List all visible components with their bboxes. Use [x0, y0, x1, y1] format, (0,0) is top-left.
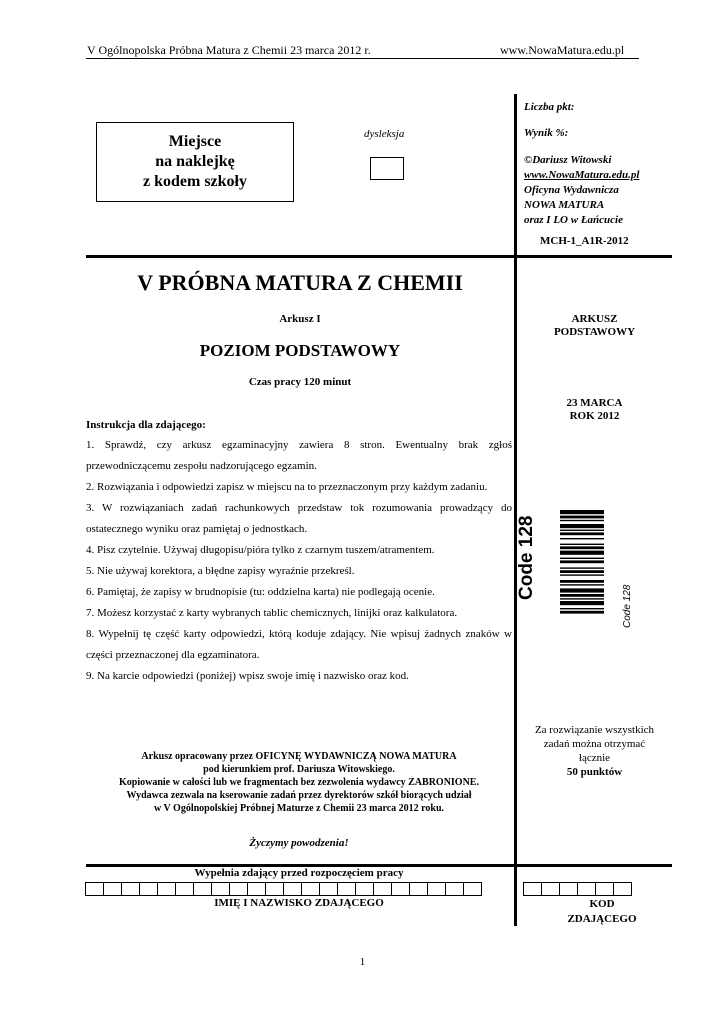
name-grid-cell[interactable] [391, 882, 410, 896]
name-grid-cell[interactable] [85, 882, 104, 896]
exam-date [517, 397, 672, 423]
barcode-bar [560, 520, 604, 521]
name-grid-cell[interactable] [229, 882, 248, 896]
barcode-bar [560, 567, 604, 568]
name-entry-grid[interactable] [86, 882, 482, 896]
notice-line-3: Kopiowanie w całości lub we fragmentach bez zezwolenia wydawcy ZABRONIONE. [119, 777, 479, 788]
right-column-divider [514, 94, 517, 926]
fill-instruction: Wypełnia zdający przed rozpoczęciem pracy [194, 867, 404, 879]
dyslexia-label: dysleksja [364, 128, 405, 140]
exam-date-line-2: ROK 2012 [569, 410, 620, 422]
student-code-line-2: ZDAJĄCEGO [567, 913, 637, 925]
code-grid-cell[interactable] [523, 882, 542, 896]
exam-date-line-1: 23 MARCA [566, 397, 623, 409]
header-exam-title: V Ogólnopolska Próbna Matura z Chemii 23 marca 2012 r. [87, 43, 371, 57]
instruction-item: 2. Rozwiązania i odpowiedzi zapisz w miejscu na to przeznaczonym przy każdym zadaniu. [86, 481, 488, 493]
barcode-bar [560, 570, 604, 573]
name-grid-cell[interactable] [337, 882, 356, 896]
page-title: V PRÓBNA MATURA Z CHEMII [137, 270, 463, 295]
good-luck-text: Życzymy powodzenia! [249, 837, 349, 849]
publisher-site-link[interactable]: www.NowaMatura.edu.pl [524, 169, 640, 181]
barcode-label-small: Code 128 [622, 584, 633, 628]
instructions [86, 415, 512, 687]
level-heading: POZIOM PODSTAWOWY [199, 341, 401, 360]
barcode-bar [560, 524, 604, 528]
barcode-bar [560, 601, 604, 605]
name-grid-cell[interactable] [121, 882, 140, 896]
points-line-3: łącznie [578, 752, 611, 764]
publisher-line-3: oraz I LO w Łańcucie [524, 214, 623, 226]
sheet-type [517, 313, 672, 339]
student-code-label [517, 897, 687, 927]
publisher-line-2: NOWA MATURA [524, 199, 605, 211]
name-grid-cell[interactable] [319, 882, 338, 896]
name-grid-cell[interactable] [265, 882, 284, 896]
instruction-item: 8. Wypełnij tę część karty odpowiedzi, którą koduje zdający. Nie wpisuj żadnych znaków w części przeznaczonej dla egzaminatora. [86, 628, 512, 661]
sticker-line-1: Miejsce [168, 133, 222, 150]
barcode-bar [560, 538, 604, 539]
exam-code-id: MCH-1_A1R-2012 [540, 235, 629, 247]
page-number: 1 [359, 956, 366, 968]
barcode-bar [560, 510, 604, 514]
sheet-type-line-2: PODSTAWOWY [553, 326, 636, 338]
code-grid-cell[interactable] [577, 882, 596, 896]
instructions-title: Instrukcja dla zdającego: [86, 419, 206, 431]
name-grid-cell[interactable] [175, 882, 194, 896]
instruction-item: 6. Pamiętaj, że zapisy w brudnopisie (tu: oddzielna karta) nie podlegają ocenie. [86, 586, 435, 598]
score-percent-label: Wynik %: [524, 127, 569, 139]
notice-line-1: Arkusz opracowany przez OFICYNĘ WYDAWNICZĄ NOWA MATURA [141, 751, 457, 762]
notice-line-5: w V Ogólnopolskiej Próbnej Maturze z Chemii 23 marca 2012 roku. [153, 803, 445, 814]
publisher-line-1: Oficyna Wydawnicza [524, 184, 619, 196]
name-grid-cell[interactable] [139, 882, 158, 896]
barcode-bar [560, 574, 604, 575]
max-points-info [517, 723, 672, 779]
barcode-bar [560, 598, 604, 599]
publisher-info [524, 153, 639, 228]
name-grid-cell[interactable] [355, 882, 374, 896]
barcode-bar [560, 530, 604, 531]
student-code-grid[interactable] [524, 882, 632, 896]
author-copyright: ©Dariusz Witowski [524, 154, 612, 166]
name-grid-cell[interactable] [157, 882, 176, 896]
sheet-type-line-1: ARKUSZ [571, 313, 618, 325]
instruction-item: 7. Możesz korzystać z karty wybranych tablic chemicznych, linijki oraz kalkulatora. [86, 607, 458, 619]
student-code-line-1: KOD [589, 898, 615, 910]
notice-line-4: Wydawca zezwala na kserowanie zadań przez dyrektorów szkół biorących udział [126, 790, 472, 801]
barcode-bar [560, 594, 604, 597]
barcode-bar [560, 611, 604, 614]
code-grid-cell[interactable] [559, 882, 578, 896]
instruction-item: 9. Na karcie odpowiedzi (poniżej) wpisz swoje imię i nazwisko oraz kod. [86, 670, 409, 682]
barcode-bar [560, 580, 604, 583]
name-grid-cell[interactable] [463, 882, 482, 896]
name-grid-cell[interactable] [103, 882, 122, 896]
name-grid-cell[interactable] [283, 882, 302, 896]
sticker-line-2: na naklejkę [155, 153, 235, 170]
school-sticker-box [96, 122, 294, 202]
sheet-number: Arkusz I [279, 313, 321, 325]
name-label: IMIĘ I NAZWISKO ZDAJĄCEGO [214, 897, 384, 909]
name-grid-cell[interactable] [445, 882, 464, 896]
duration-text: Czas pracy 120 minut [248, 376, 352, 388]
instruction-item: 4. Pisz czytelnie. Używaj długopisu/pióra tylko z czarnym tuszem/atramentem. [86, 544, 435, 556]
code-grid-cell[interactable] [541, 882, 560, 896]
name-grid-cell[interactable] [193, 882, 212, 896]
publisher-notice [86, 750, 512, 815]
barcode-bar [560, 546, 604, 549]
name-grid-cell[interactable] [211, 882, 230, 896]
points-line-1: Za rozwiązanie wszystkich [534, 724, 655, 736]
instruction-item: 1. Sprawdź, czy arkusz egzaminacyjny zawiera 8 stron. Ewentualny brak zgłoś przewodniczącemu zespołu nadzorującego egzamin. [86, 439, 512, 472]
barcode-bar [560, 560, 604, 563]
points-count-label: Liczba pkt: [524, 101, 575, 113]
name-grid-cell[interactable] [301, 882, 320, 896]
barcode-bar [560, 551, 604, 555]
barcode-bar [560, 544, 604, 545]
points-total: 50 punktów [566, 766, 623, 778]
top-section-divider [86, 255, 672, 258]
barcode-bar [560, 584, 604, 585]
sticker-line-3: z kodem szkoły [143, 173, 247, 190]
dyslexia-checkbox[interactable] [370, 157, 404, 180]
instruction-item: 3. W rozwiązaniach zadań rachunkowych przedstaw tok rozumowania prowadzący do ostatecznego wyniku oraz pamiętaj o jednostkach. [86, 502, 512, 535]
barcode-bar [560, 588, 604, 592]
barcode-bar [560, 608, 604, 609]
header-divider [86, 58, 639, 59]
code-grid-cell[interactable] [595, 882, 614, 896]
notice-line-2: pod kierunkiem prof. Dariusza Witowskiego. [203, 764, 395, 775]
name-grid-cell[interactable] [409, 882, 428, 896]
code-grid-cell[interactable] [613, 882, 632, 896]
instruction-item: 5. Nie używaj korektora, a błędne zapisy wyraźnie przekreśl. [86, 565, 355, 577]
barcode-bar [560, 558, 604, 559]
barcode-label-large: Code 128 [516, 515, 537, 600]
header-website[interactable]: www.NowaMatura.edu.pl [500, 43, 625, 57]
name-grid-cell[interactable] [247, 882, 266, 896]
barcode-bar [560, 516, 604, 519]
barcode-bar [560, 532, 604, 535]
points-line-2: zadań można otrzymać [543, 738, 646, 750]
name-grid-cell[interactable] [427, 882, 446, 896]
barcode-image [546, 510, 606, 690]
name-grid-cell[interactable] [373, 882, 392, 896]
